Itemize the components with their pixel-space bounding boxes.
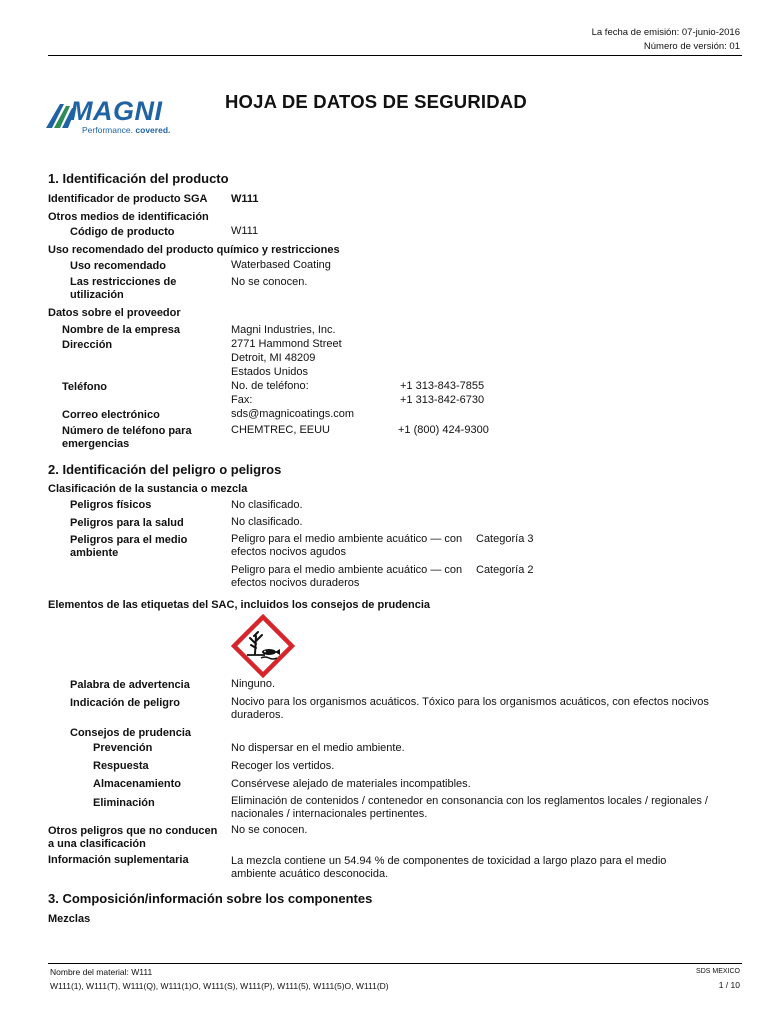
logo-wordmark: MAGNI bbox=[70, 96, 163, 126]
health-hazards-label: Peligros para la salud bbox=[70, 517, 184, 529]
footer-material-name: Nombre del material: W111 bbox=[50, 967, 153, 977]
use-heading: Uso recomendado del producto químico y restricciones bbox=[48, 244, 340, 256]
prevention-value: No dispersar en el medio ambiente. bbox=[231, 742, 405, 754]
physical-hazards-label: Peligros físicos bbox=[70, 499, 152, 511]
recommended-use-label: Uso recomendado bbox=[70, 260, 166, 272]
document-title: HOJA DE DATOS DE SEGURIDAD bbox=[225, 91, 527, 112]
restrictions-label: Las restricciones de utilización bbox=[70, 276, 177, 301]
other-id-label: Otros medios de identificación bbox=[48, 211, 209, 223]
email-value: sds@magnicoatings.com bbox=[231, 408, 355, 420]
footer-rule bbox=[48, 963, 742, 964]
emergency-phone-label: Número de teléfono para emergencias bbox=[62, 425, 192, 450]
mixtures-label: Mezclas bbox=[48, 913, 91, 925]
env-chronic-category: Categoría 2 bbox=[476, 564, 534, 576]
magni-logo bbox=[46, 98, 186, 138]
version-number: Número de versión: 01 bbox=[643, 41, 740, 52]
fax-value: +1 313-842-6730 bbox=[400, 394, 485, 406]
header-rule bbox=[48, 55, 742, 56]
label-elements-heading: Elementos de las etiquetas del SAC, incluidos los consejos de prudencia bbox=[48, 599, 431, 611]
product-code-value: W111 bbox=[231, 225, 259, 237]
recommended-use-value: Waterbased Coating bbox=[231, 259, 331, 271]
logo-tagline bbox=[82, 125, 170, 135]
section-2-title: 2. Identificación del peligro o peligros bbox=[48, 462, 282, 477]
disposal-value: Eliminación de contenidos / contenedor en consonancia con los reglamentos locales / regionales / nacionales / internacionales pertinentes. bbox=[231, 795, 708, 820]
env-acute-category: Categoría 3 bbox=[476, 533, 534, 545]
other-hazards-label: Otros peligros que no conducen a una clasificación bbox=[48, 825, 218, 850]
phone-value: +1 313-843-7855 bbox=[400, 380, 485, 392]
disposal-label: Eliminación bbox=[93, 797, 155, 809]
physical-hazards-value: No clasificado. bbox=[231, 499, 303, 511]
env-hazards-label: Peligros para el medio ambiente bbox=[70, 534, 188, 559]
other-hazards-value: No se conocen. bbox=[231, 824, 308, 836]
address-line-1: 2771 Hammond Street bbox=[231, 338, 342, 350]
email-label: Correo electrónico bbox=[62, 409, 160, 421]
address-line-3: Estados Unidos bbox=[231, 366, 309, 378]
company-value: Magni Industries, Inc. bbox=[231, 324, 336, 336]
ghs-id-value: W111 bbox=[231, 193, 259, 205]
emergency-phone-value: +1 (800) 424-9300 bbox=[398, 424, 489, 436]
prevention-label: Prevención bbox=[93, 742, 153, 754]
supplemental-info-value: La mezcla contiene un 54.94 % de componentes de toxicidad a largo plazo para el medio ambiente acuático desconocida. bbox=[231, 855, 667, 880]
emergency-provider: CHEMTREC, EEUU bbox=[231, 424, 331, 436]
product-code-label: Código de producto bbox=[70, 226, 175, 238]
section-3-title: 3. Composición/información sobre los componentes bbox=[48, 891, 373, 906]
fax-label: Fax: bbox=[231, 394, 253, 406]
logo-tagline-a: Performance. bbox=[82, 125, 134, 135]
environment-hazard-pictogram-icon bbox=[231, 614, 295, 678]
supplemental-info-label: Información suplementaria bbox=[48, 854, 189, 866]
logo-tagline-b: covered. bbox=[135, 125, 171, 135]
classification-heading: Clasificación de la sustancia o mezcla bbox=[48, 483, 248, 495]
phone-label: Teléfono bbox=[62, 381, 108, 393]
storage-label: Almacenamiento bbox=[93, 778, 182, 790]
address-line-2: Detroit, MI 48209 bbox=[231, 352, 316, 364]
env-acute-value: Peligro para el medio ambiente acuático — con efectos nocivos agudos bbox=[231, 533, 463, 558]
hazard-statement-label: Indicación de peligro bbox=[70, 697, 181, 709]
hazard-statement-value: Nocivo para los organismos acuáticos. Tóxico para los organismos acuáticos, con efectos nocivos duraderos. bbox=[231, 696, 709, 721]
response-label: Respuesta bbox=[93, 760, 149, 772]
footer-doc-code: SDS MEXICO bbox=[696, 968, 740, 975]
signal-word-value: Ninguno. bbox=[231, 678, 276, 690]
phone-sub-label: No. de teléfono: bbox=[231, 380, 309, 392]
health-hazards-value: No clasificado. bbox=[231, 516, 303, 528]
restrictions-value: No se conocen. bbox=[231, 276, 308, 288]
section-1-title: 1. Identificación del producto bbox=[48, 171, 229, 186]
storage-value: Consérvese alejado de materiales incompatibles. bbox=[231, 778, 471, 790]
precautionary-label: Consejos de prudencia bbox=[70, 727, 192, 739]
env-chronic-value: Peligro para el medio ambiente acuático — con efectos nocivos duraderos bbox=[231, 564, 463, 589]
supplier-heading: Datos sobre el proveedor bbox=[48, 307, 181, 319]
footer-variants: W111(1), W111(T), W111(Q), W111(1)O, W111(S), W111(P), W111(5), W111(5)O, W111(D) bbox=[50, 981, 389, 991]
footer-page-number: 1 / 10 bbox=[718, 980, 740, 990]
address-label: Dirección bbox=[62, 339, 113, 351]
company-label: Nombre de la empresa bbox=[62, 324, 180, 336]
signal-word-label: Palabra de advertencia bbox=[70, 679, 190, 691]
response-value: Recoger los vertidos. bbox=[231, 760, 335, 772]
ghs-id-label: Identificador de producto SGA bbox=[48, 193, 208, 205]
issue-date: La fecha de emisión: 07-junio-2016 bbox=[591, 27, 740, 38]
